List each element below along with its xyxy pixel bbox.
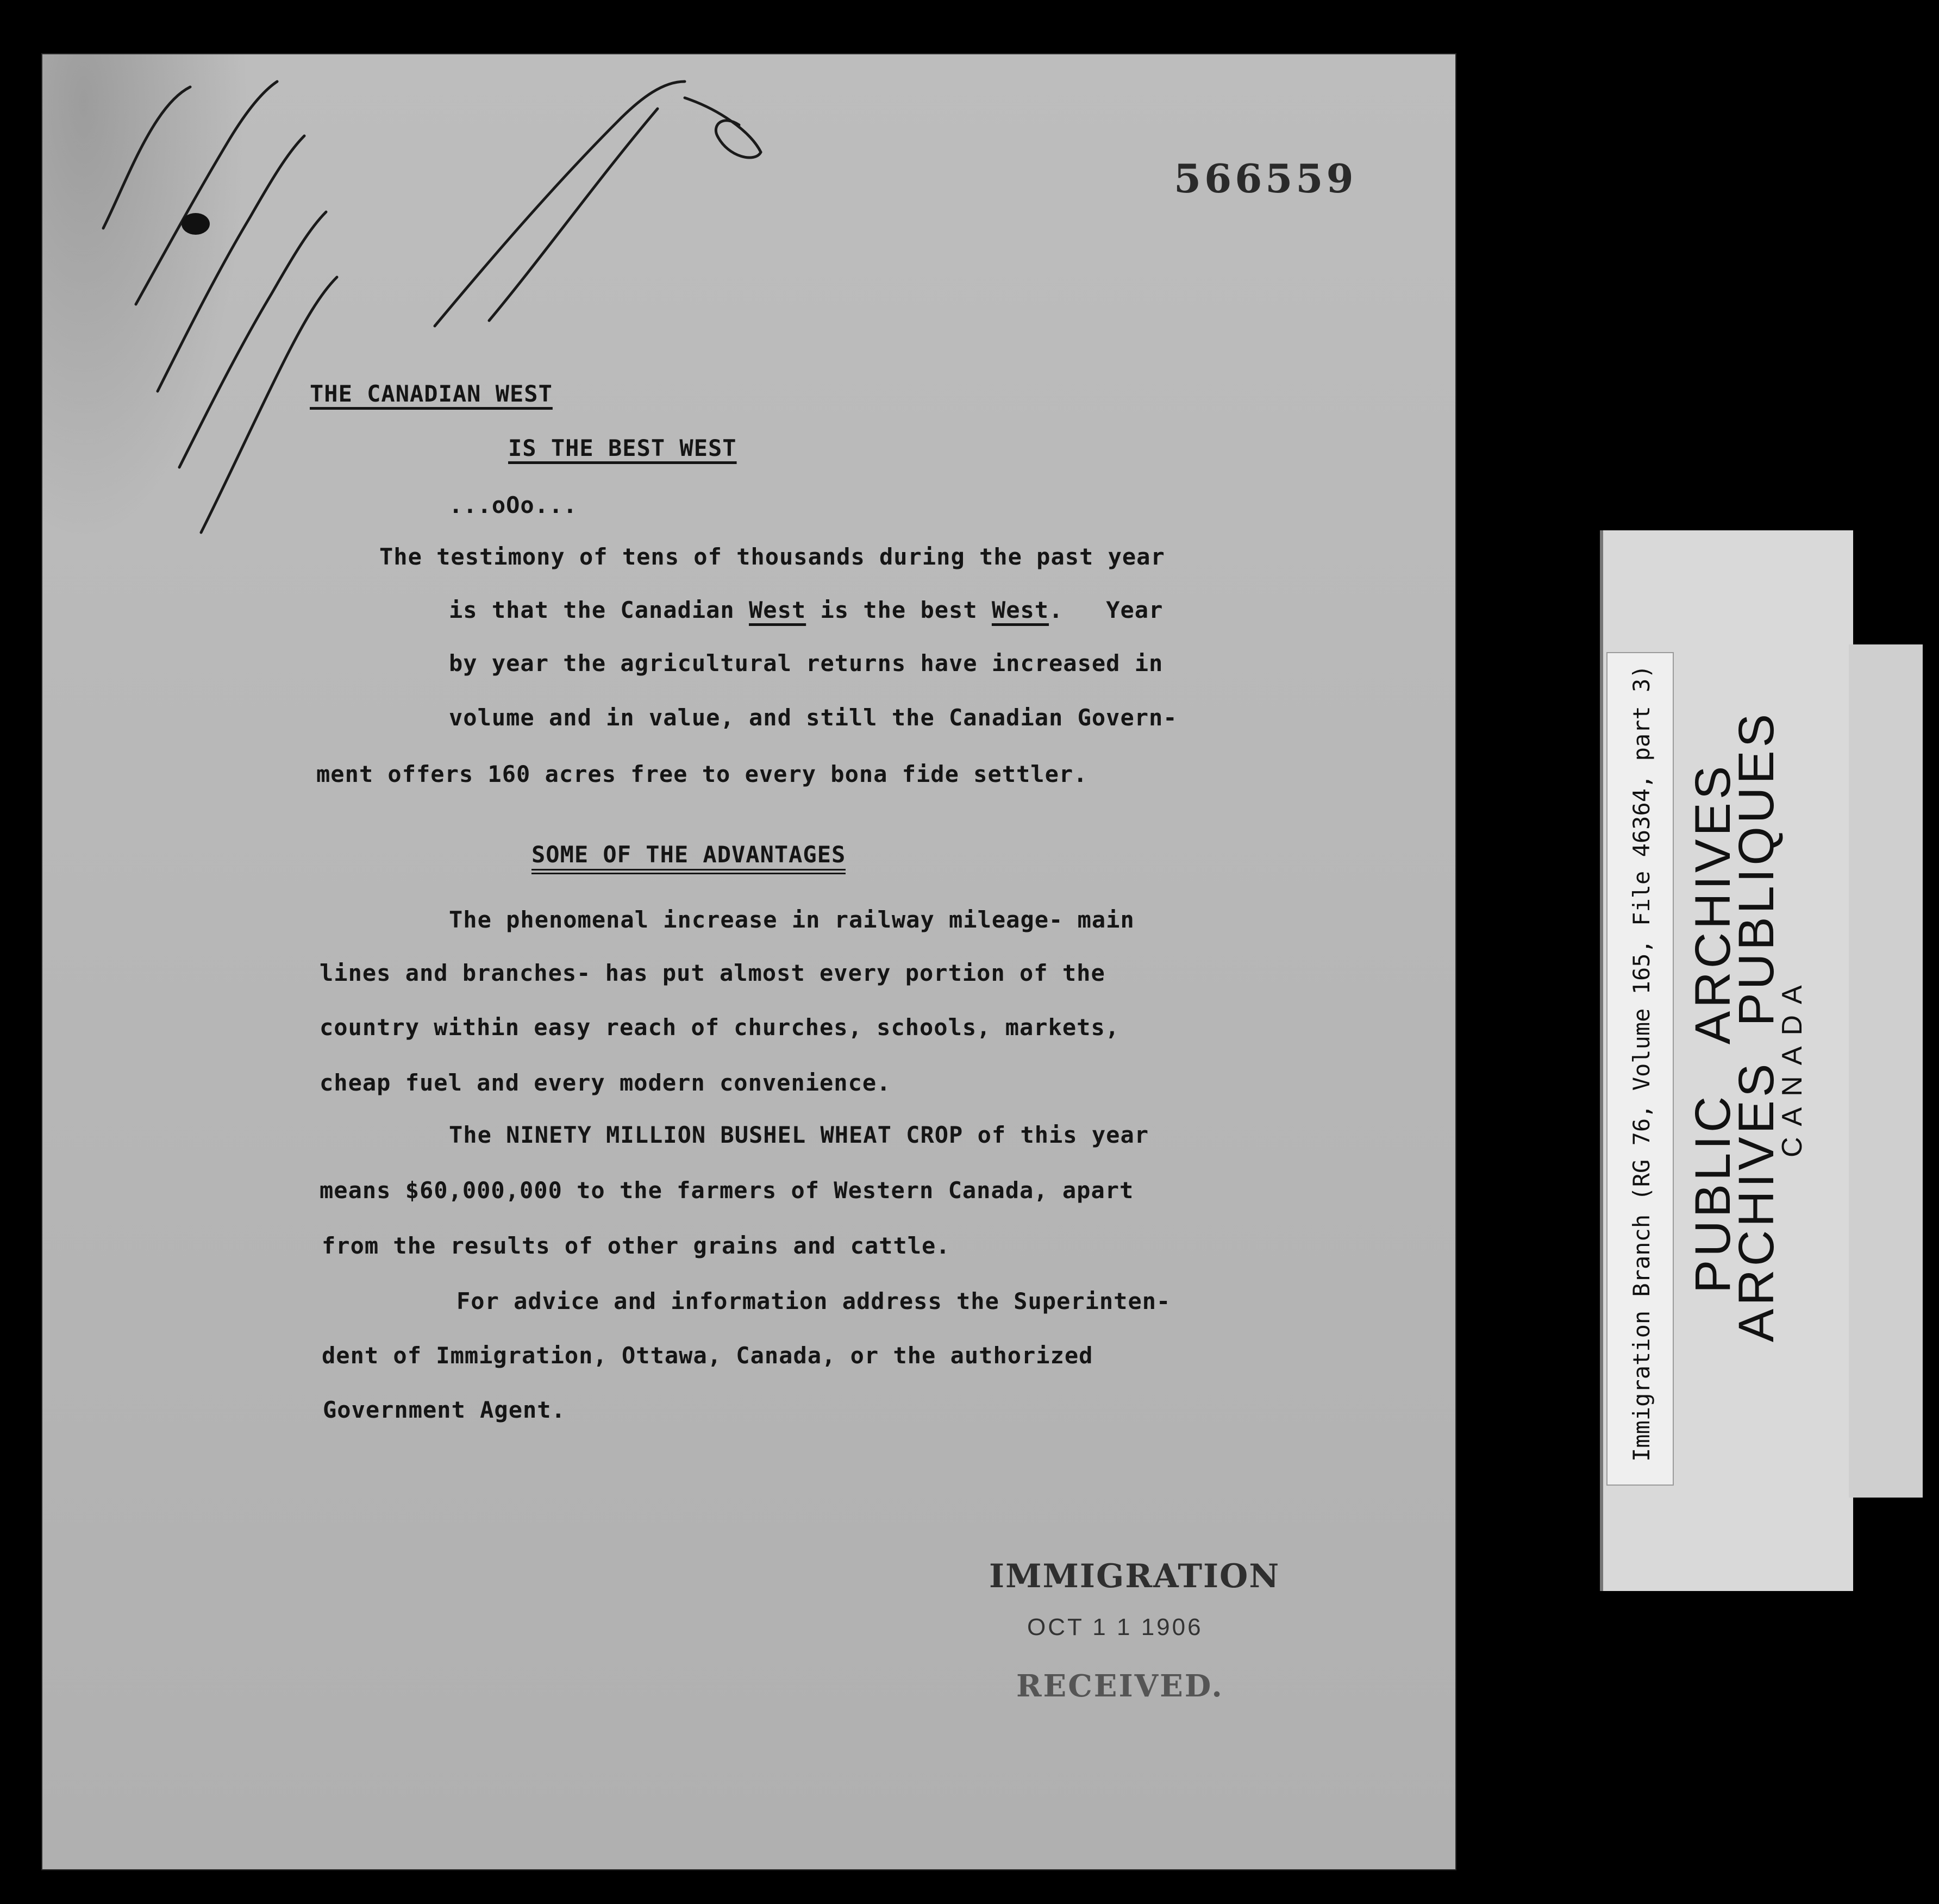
archive-label-country: CANADA	[1777, 974, 1808, 1157]
archive-label-line-2: ARCHIVES PUBLIQUES	[1729, 710, 1784, 1342]
separator: ...oOo...	[449, 492, 578, 518]
archive-reference: Immigration Branch (RG 76, Volume 165, File 46364, part 3)	[1628, 665, 1655, 1462]
para1-line2-c: . Year	[1049, 597, 1164, 623]
para1-line1: The testimony of tens of thousands during the past year	[379, 543, 1165, 570]
received-stamp-label: RECEIVED.	[1016, 1668, 1224, 1704]
para2-line3: country within easy reach of churches, schools, markets,	[320, 1014, 1120, 1041]
para2-line2: lines and branches- has put almost every portion of the	[320, 960, 1105, 986]
title-line-1: THE CANADIAN WEST	[310, 380, 553, 407]
para1-line3: by year the agricultural returns have increased in	[449, 650, 1164, 677]
para1-line2-a: is that the Canadian	[449, 597, 749, 623]
document-number: 566559	[1174, 155, 1357, 202]
section-heading: SOME OF THE ADVANTAGES	[531, 841, 846, 874]
para4-line1: For advice and information address the Superinten-	[456, 1288, 1171, 1314]
para2-line4: cheap fuel and every modern convenience.	[320, 1069, 891, 1096]
para4-line2: dent of Immigration, Ottawa, Canada, or the authorized	[322, 1342, 1093, 1369]
para1-line4: volume and in value, and still the Canadian Govern-	[449, 704, 1178, 731]
para3-line1: The NINETY MILLION BUSHEL WHEAT CROP of this year	[449, 1122, 1149, 1148]
para3-line2: means $60,000,000 to the farmers of Western Canada, apart	[320, 1177, 1134, 1204]
title-line-2: IS THE BEST WEST	[508, 435, 737, 461]
para1-line5: ment offers 160 acres free to every bona fide settler.	[316, 761, 1088, 787]
archive-card-tape	[1849, 644, 1923, 1498]
para1-line2-b: is the best	[806, 597, 992, 623]
para2-line1: The phenomenal increase in railway mileage- main	[449, 906, 1135, 933]
received-stamp-title: IMMIGRATION	[989, 1557, 1280, 1595]
emphasis-west: West	[991, 597, 1049, 623]
para3-line3: from the results of other grains and cattle.	[322, 1232, 950, 1259]
received-stamp-date: OCT 1 1 1906	[1027, 1614, 1203, 1640]
emphasis-west: West	[749, 597, 806, 623]
para1-line2	[449, 597, 1163, 623]
para4-line3: Government Agent.	[323, 1396, 566, 1423]
archive-label-line-1: PUBLIC ARCHIVES	[1685, 762, 1741, 1293]
